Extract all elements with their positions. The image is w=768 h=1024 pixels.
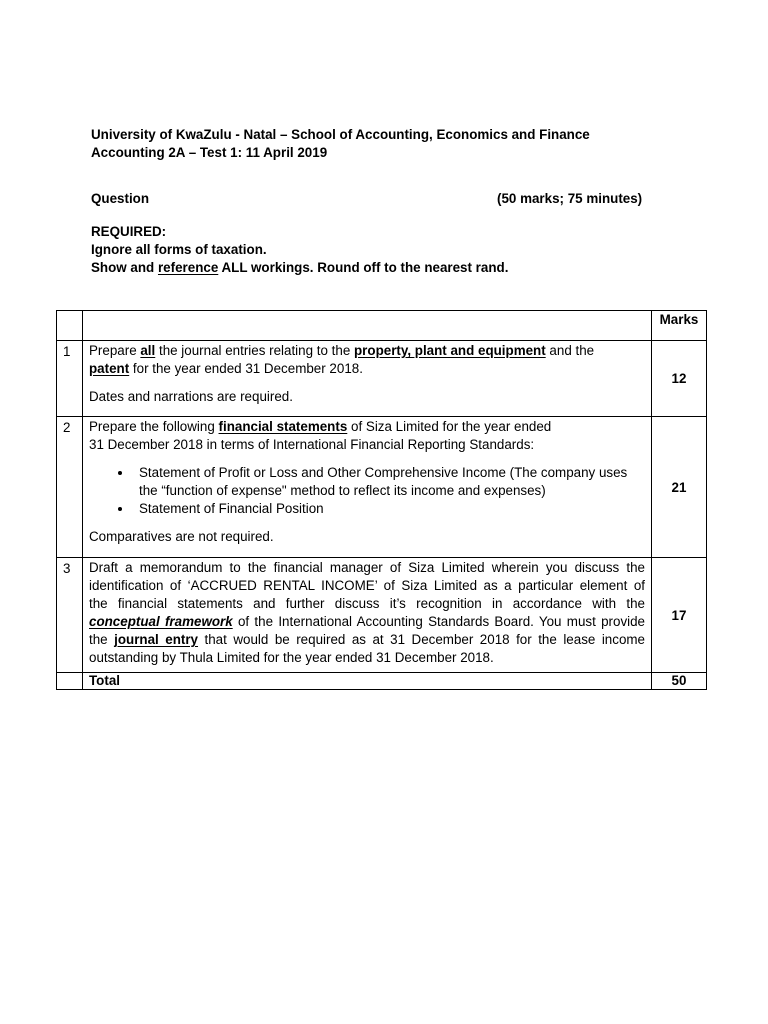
q3-line-2: identification of ‘ACCRUED RENTAL INCOME’ of Siza Limited as a particular element of bbox=[89, 578, 645, 593]
question-3-number: 3 bbox=[57, 558, 83, 673]
question-1-marks: 12 bbox=[652, 341, 707, 417]
q2-t4: 31 December 2018 in terms of International Financial Reporting Standards: bbox=[89, 437, 535, 452]
q3-l5a: the bbox=[89, 632, 115, 647]
q3-l4b: of the International Accounting Standards Board. You must provide bbox=[232, 614, 646, 629]
q3-line-6: outstanding by Thula Limited for the year ended 31 December 2018. bbox=[89, 650, 494, 665]
question-2-marks: 21 bbox=[652, 417, 707, 558]
required-line-1: Ignore all forms of taxation. bbox=[91, 242, 267, 257]
required-line-2 bbox=[91, 260, 508, 275]
q3-line-3: the financial statements and further discuss it’s recognition in accordance with the bbox=[89, 596, 645, 611]
question-3-marks: 17 bbox=[652, 558, 707, 673]
required-title: REQUIRED: bbox=[91, 224, 167, 239]
required-line-2-pre: Show and bbox=[91, 260, 158, 275]
list-item bbox=[133, 464, 645, 500]
q3-conceptual-framework: conceptual framework bbox=[89, 614, 233, 629]
q3-line-5 bbox=[89, 631, 645, 649]
q3-line-1: Draft a memorandum to the financial manager of Siza Limited wherein you discuss the bbox=[89, 560, 645, 575]
q1-ppe-term: property, plant and equipment bbox=[354, 343, 546, 358]
q1-t5: and the bbox=[545, 343, 595, 358]
q3-l5c: that would be required as at 31 December 2018 for the lease income bbox=[198, 632, 645, 647]
q2-t3: of Siza Limited for the year ended bbox=[347, 419, 552, 434]
question-table bbox=[56, 310, 707, 690]
table-row bbox=[57, 558, 707, 673]
question-3-text bbox=[83, 558, 652, 673]
header-line-1: University of KwaZulu - Natal – School of Accounting, Economics and Finance bbox=[91, 127, 590, 142]
question-label: Question bbox=[91, 191, 150, 206]
q1-t3: the journal entries relating to the bbox=[155, 343, 354, 358]
question-info: (50 marks; 75 minutes) bbox=[497, 191, 643, 206]
q2-comparatives-note: Comparatives are not required. bbox=[89, 529, 274, 544]
marks-header: Marks bbox=[652, 311, 707, 341]
question-2-number: 2 bbox=[57, 417, 83, 558]
table-header-row bbox=[57, 311, 707, 341]
header-line-2: Accounting 2A – Test 1: 11 April 2019 bbox=[91, 145, 328, 160]
table-row bbox=[57, 417, 707, 558]
question-2-text bbox=[83, 417, 652, 558]
q2-t1: Prepare the following bbox=[89, 419, 219, 434]
question-1-number: 1 bbox=[57, 341, 83, 417]
total-label: Total bbox=[83, 673, 652, 690]
table-row bbox=[57, 341, 707, 417]
q2-bullet-list bbox=[89, 464, 645, 518]
q3-line-4 bbox=[89, 613, 645, 631]
q2-bullet-1a: Statement of Profit or Loss and Other Comprehensive Income (The company uses bbox=[139, 465, 628, 480]
header-num-cell bbox=[57, 311, 83, 341]
q1-t7: for the year ended 31 December 2018. bbox=[129, 361, 363, 376]
q2-bullet-1b: the “function of expense" method to reflect its income and expenses) bbox=[139, 483, 546, 498]
required-reference-word: reference bbox=[157, 260, 219, 275]
list-item: • Statement of Financial Position bbox=[133, 500, 645, 518]
q1-all-word: all bbox=[140, 343, 156, 358]
q1-dates-note: Dates and narrations are required. bbox=[89, 389, 293, 404]
header-text-cell bbox=[83, 311, 652, 341]
q3-journal-entry: journal entry bbox=[114, 632, 199, 647]
total-row bbox=[57, 673, 707, 690]
required-line-2-post: ALL workings. Round off to the nearest rand. bbox=[218, 260, 509, 275]
total-marks: 50 bbox=[652, 673, 707, 690]
total-num-cell bbox=[57, 673, 83, 690]
q2-fs-term: financial statements bbox=[218, 419, 348, 434]
q1-patent-word: patent bbox=[89, 361, 130, 376]
question-1-text bbox=[83, 341, 652, 417]
q1-t1: Prepare bbox=[89, 343, 141, 358]
